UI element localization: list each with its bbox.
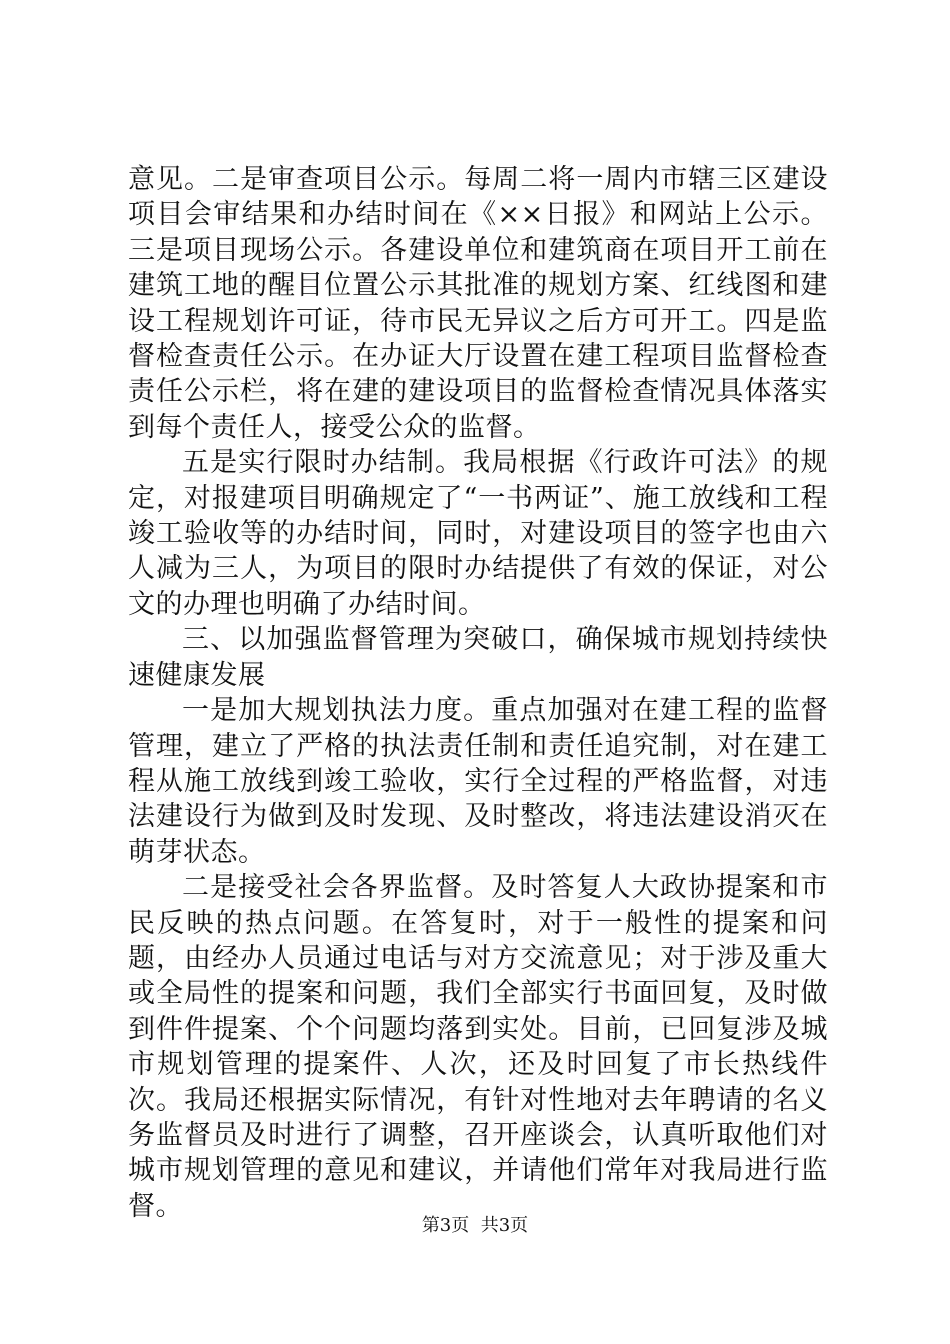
paragraph-public-supervision: 二是接受社会各界监督。及时答复人大政协提案和市民反映的热点问题。在答复时，对于一般性的提案和问题，由经办人员通过电话与对方交流意见；对于涉及重大或全局性的提案和问题，我们全部实行书面回复，及时做到件件提案、个个问题均落到实处。目前，已回复涉及城市规划管理的提案件、人次，还及时回复了市长热线件次。我局还根据实际情况，有针对性地对去年聘请的名义务监督员及时进行了调整，召开座谈会，认真听取他们对城市规划管理的意见和建议，并请他们常年对我局进行监督。 [128, 872, 828, 1222]
page-number: 第3页 共3页 [421, 1215, 529, 1236]
paragraph-time-limit: 五是实行限时办结制。我局根据《行政许可法》的规定，对报建项目明确规定了“一书两证”、施工放线和工程竣工验收等的办结时间，同时，对建设项目的签字也由六人减为三人，为项目的限时办结提供了有效的保证，对公文的办理也明确了办结时间。 [128, 447, 828, 620]
section-heading-supervision: 三、以加强监督管理为突破口，确保城市规划持续快速健康发展 [128, 624, 828, 691]
page-footer [0, 1214, 950, 1238]
paragraph-enforcement: 一是加大规划执法力度。重点加强对在建工程的监督管理，建立了严格的执法责任制和责任追究制，对在建工程从施工放线到竣工验收，实行全过程的严格监督，对违法建设行为做到及时发现、及时整改，将违法建设消灭在萌芽状态。 [128, 695, 828, 868]
document-body [128, 162, 828, 1224]
paragraph-publicity: 意见。二是审查项目公示。每周二将一周内市辖三区建设项目会审结果和办结时间在《××日报》和网站上公示。三是项目现场公示。各建设单位和建筑商在项目开工前在建筑工地的醒目位置公示其批准的规划方案、红线图和建设工程规划许可证，待市民无异议之后方可开工。四是监督检查责任公示。在办证大厅设置在建工程项目监督检查责任公示栏，将在建的建设项目的监督检查情况具体落实到每个责任人，接受公众的监督。 [128, 164, 828, 443]
